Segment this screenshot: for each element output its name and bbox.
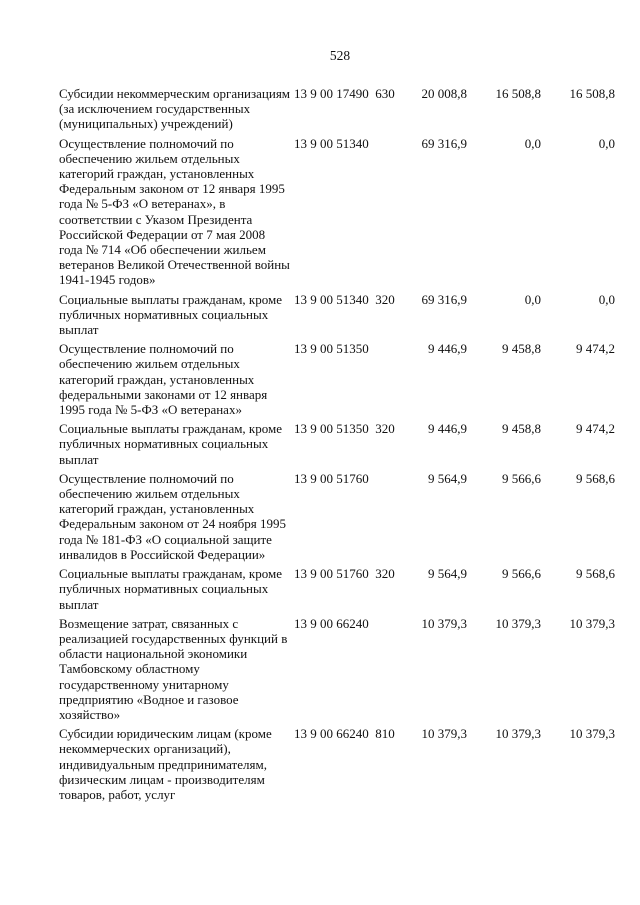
table-row	[0, 616, 640, 722]
row-description: Возмещение затрат, связанных с реализацией государственных функций в области национальной экономики Тамбовскому областному государственному унитарному предприятию «Водное и газовое хозяйство»	[59, 615, 288, 722]
row-value-1: 9 446,9	[428, 421, 467, 437]
row-value-2: 9 566,6	[502, 566, 541, 582]
row-value-2: 9 566,6	[502, 470, 541, 486]
budget-table	[0, 86, 640, 806]
row-value-2: 9 458,8	[502, 341, 541, 357]
row-value-1: 10 379,3	[421, 615, 467, 631]
row-value-3: 9 474,2	[576, 341, 615, 357]
row-code: 13 9 00 51340 320	[294, 291, 395, 307]
row-value-3: 0,0	[598, 291, 615, 307]
row-value-1: 9 446,9	[428, 341, 467, 357]
row-code: 13 9 00 66240	[294, 615, 369, 631]
table-row	[0, 292, 640, 338]
row-value-2: 10 379,3	[495, 615, 541, 631]
row-value-2: 0,0	[524, 291, 541, 307]
row-value-1: 20 008,8	[421, 86, 467, 101]
row-value-3: 9 568,6	[576, 470, 615, 486]
table-row	[0, 471, 640, 562]
row-code: 13 9 00 66240 810	[294, 726, 395, 742]
row-value-2: 0,0	[524, 135, 541, 151]
row-description: Социальные выплаты гражданам, кроме публичных нормативных социальных выплат	[59, 566, 282, 612]
row-code: 13 9 00 17490 630	[294, 86, 395, 101]
row-value-3: 9 474,2	[576, 421, 615, 437]
row-description: Осуществление полномочий по обеспечению жильем отдельных категорий граждан, установленных Федеральным законом от 12 января 1995 года № 5-ФЗ «О ветеранах», в соответствии с Указом Президента Российской Федерации от 7 мая 2008 года № 714 «Об обеспечении жильем ветеранов Великой Отечественной войны 1941-1945 годов»	[59, 135, 290, 288]
row-description: Социальные выплаты гражданам, кроме публичных нормативных социальных выплат	[59, 291, 282, 338]
row-value-1: 9 564,9	[428, 566, 467, 582]
row-description: Субсидии некоммерческим организациям (за исключением государственных (муниципальных) учреждений)	[59, 86, 291, 132]
row-description: Социальные выплаты гражданам, кроме публичных нормативных социальных выплат	[59, 421, 282, 467]
row-description: Субсидии юридическим лицам (кроме некоммерческих организаций), индивидуальным предпринимателям, физическим лицам - производителям товаров, работ, услуг	[59, 726, 272, 802]
row-value-3: 9 568,6	[576, 566, 615, 582]
row-value-1: 69 316,9	[421, 291, 467, 307]
row-description: Осуществление полномочий по обеспечению жильем отдельных категорий граждан, установленных Федеральным законом от 24 ноября 1995 года № 181-ФЗ «О социальной защите инвалидов в Российской Федерации»	[59, 470, 287, 562]
row-code: 13 9 00 51760	[294, 470, 369, 486]
row-description: Осуществление полномочий по обеспечению жильем отдельных категорий граждан, установленных федеральными законами от 12 января 1995 года № 5-ФЗ «О ветеранах»	[59, 341, 268, 418]
row-code: 13 9 00 51350 320	[294, 421, 395, 437]
row-value-3: 16 508,8	[569, 86, 615, 101]
row-value-2: 16 508,8	[495, 86, 541, 101]
table-row	[0, 136, 640, 288]
row-value-2: 10 379,3	[495, 726, 541, 742]
row-value-1: 10 379,3	[421, 726, 467, 742]
table-row	[0, 421, 640, 467]
table-row	[0, 726, 640, 802]
row-value-3: 10 379,3	[569, 726, 615, 742]
table-row	[0, 566, 640, 612]
row-value-1: 9 564,9	[428, 470, 467, 486]
table-row	[0, 341, 640, 417]
row-value-3: 0,0	[598, 135, 615, 151]
table-row	[0, 86, 640, 132]
row-value-2: 9 458,8	[502, 421, 541, 437]
page-number: 528	[329, 48, 351, 63]
row-value-3: 10 379,3	[569, 615, 615, 631]
row-code: 13 9 00 51340	[294, 135, 369, 151]
row-value-1: 69 316,9	[421, 135, 467, 151]
row-code: 13 9 00 51760 320	[294, 566, 395, 582]
row-code: 13 9 00 51350	[294, 341, 369, 357]
